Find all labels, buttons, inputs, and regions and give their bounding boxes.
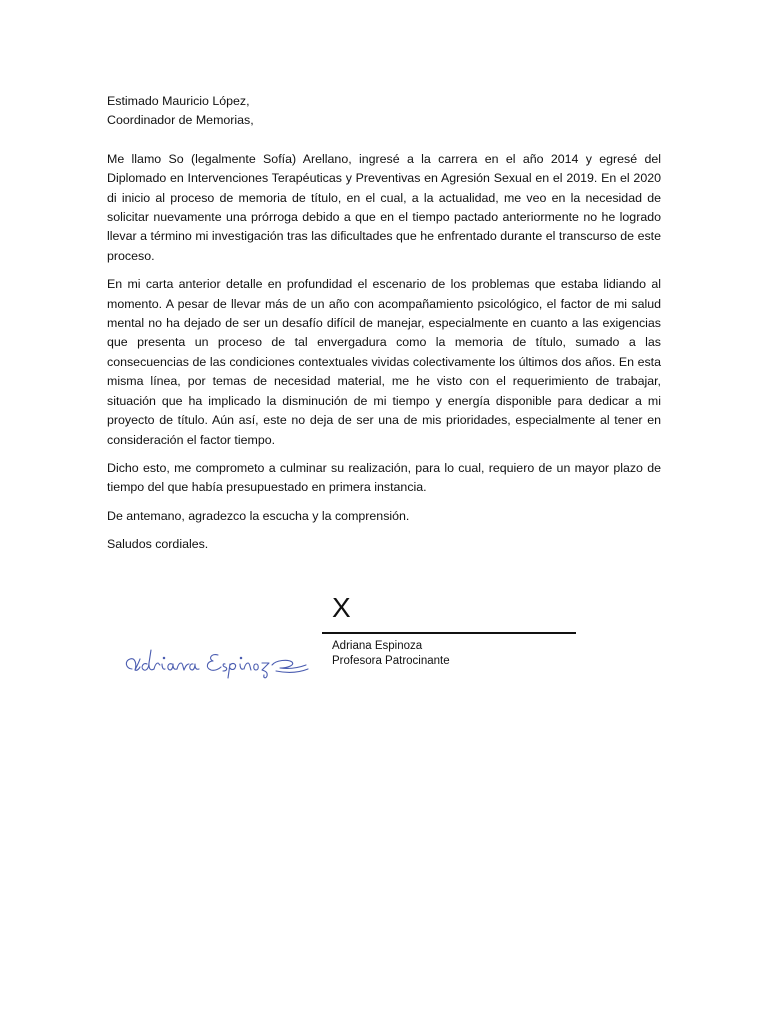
salutation [107, 92, 661, 131]
signer-role: Profesora Patrocinante [332, 655, 450, 667]
signature-block [120, 562, 576, 684]
letter-paragraph-commitment: Dicho esto, me comprometo a culminar su realización, para lo cual, requiero de un mayor plazo de tiempo del que había presupuestado en primera instancia. [107, 460, 661, 495]
letter-closing: Saludos cordiales. [107, 537, 209, 552]
letter-paragraph-thanks: De antemano, agradezco la escucha y la comprensión. [107, 508, 410, 523]
handwritten-signature-image [120, 642, 320, 684]
signer-name: Adriana Espinoza [332, 640, 423, 652]
recipient-title: Coordinador de Memorias, [107, 113, 254, 128]
letter-paragraph-introduction: Me llamo So (legalmente Sofía) Arellano, ingresé a la carrera en el año 2014 y egresé del Diplomado en Intervenciones Terapéuticas y Preventivas en Agresión Sexual en el 2019. En el 2020 di inicio al proceso de memoria de título, en el cual, a la actualidad, me veo en la necesidad de solicitar nuevamente una prórroga debido a que en el tiempo pactado anteriormente no he logrado llevar a término mi investigación tras las dificultades que he enfrentado durante el transcurso de este proceso. [107, 151, 661, 263]
recipient-name: Estimado Mauricio López, [107, 94, 250, 108]
letter-body [107, 92, 661, 555]
signature-mark: X [332, 592, 351, 623]
signature-line [322, 632, 576, 634]
letter-paragraph-context: En mi carta anterior detalle en profundidad el escenario de los problemas que estaba lidiando al momento. A pesar de llevar más de un año con acompañamiento psicológico, el factor de mi salud mental no ha dejado de ser un desafío difícil de manejar, especialmente en cuanto a las exigencias que presenta un proceso de tal envergadura como la memoria de título, sumado a las consecuencias de las condiciones contextuales vividas colectivamente los últimos dos años. En esta misma línea, por temas de necesidad material, me he visto con el requerimiento de trabajar, situación que ha implicado la disminución de mi tiempo y energía disponible para dedicar a mi proyecto de título. Aún así, este no deja de ser una de mis prioridades, especialmente al tener en consideración el factor tiempo. [107, 277, 661, 447]
